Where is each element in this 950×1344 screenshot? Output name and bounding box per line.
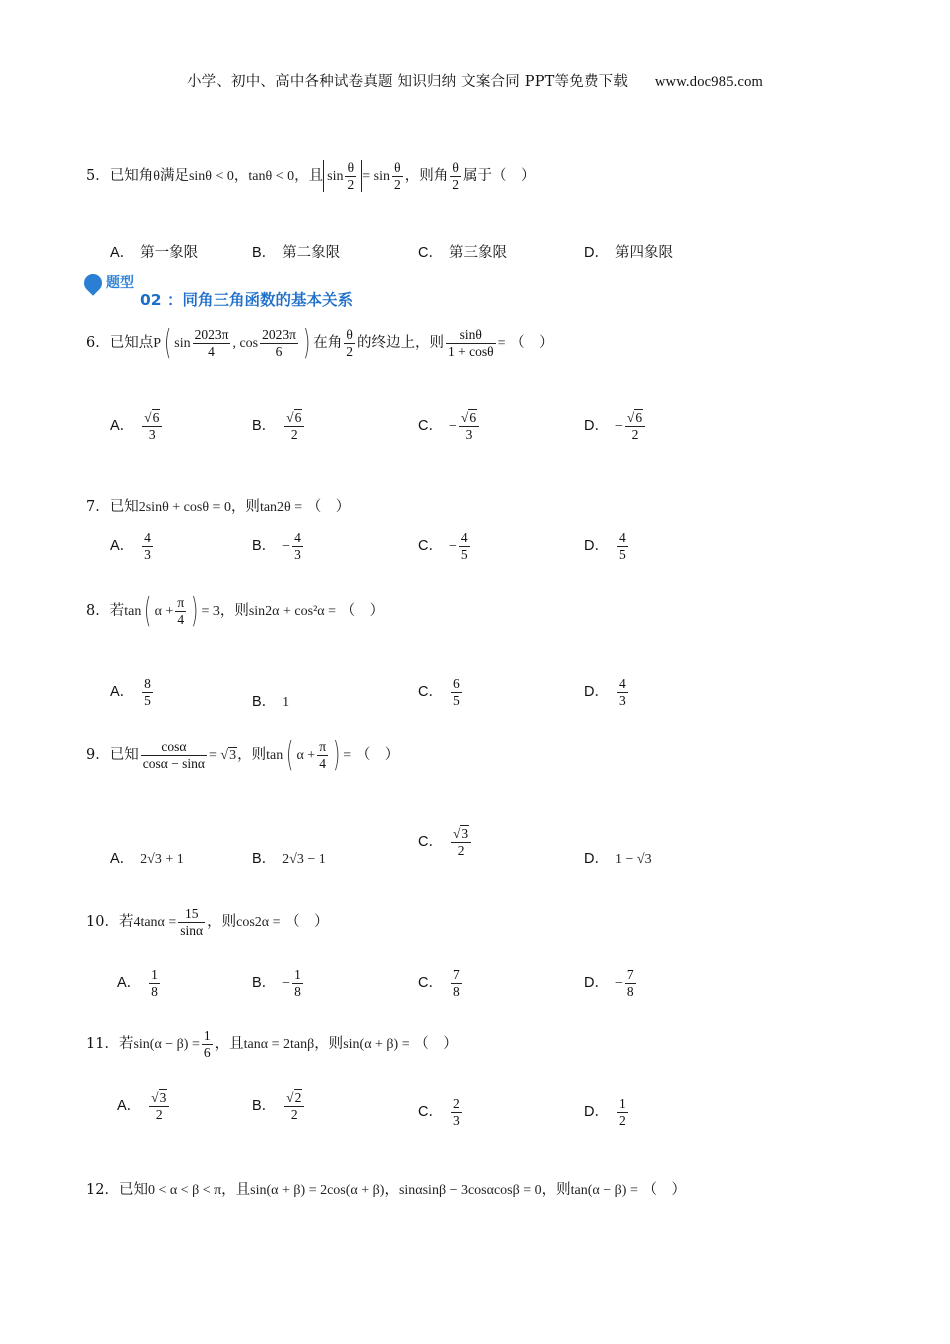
q9-option-c[interactable]: C． $\frac{√3}{2}$	[418, 826, 473, 858]
q5-option-c[interactable]: C． 第三象限	[418, 245, 507, 261]
section-tag: 题型	[106, 275, 134, 291]
q5-option-d[interactable]: D． 第四象限	[584, 245, 673, 261]
q7-option-b[interactable]: B． − $\frac{4}{3}$	[252, 530, 301, 562]
q10-option-b[interactable]: B． − $\frac{1}{8}$	[252, 967, 301, 999]
question-8: 8．若tan( α + $\frac{\pi}{4}$ ) = 3，则sin2α + cos²α = （ ）	[86, 591, 385, 631]
question-10: 10．若4tanα = $\frac{15}{\sin\alpha}$ ，则cos2α = （ ）	[86, 906, 329, 938]
question-9: 9．已知 $\frac{\cos\alpha}{\cos\alpha - \sin\alpha}$ = √3，则tan( α + $\frac{\pi}{4}$ ) = （ ）	[86, 735, 400, 775]
section-title: 02 ：同角三角函数的基本关系	[140, 291, 353, 309]
question-5: 5．已知角θ满足sinθ < 0，tanθ < 0，且 sin $\frac{\theta}{2}$ = sin $\frac{\theta}{2}$ ，则角 $\frac{\theta}{2}$ 属于（ ）	[86, 160, 536, 192]
q7-option-a[interactable]: A． $\frac{4}{3}$	[110, 530, 151, 562]
question-6: 6．已知点P( sin $\frac{2023\pi}{4}$ , cos $\frac{2023\pi}{6}$ ) 在角 $\frac{\theta}{2}$ 的终边上，则 $\frac{\sin\theta}{1 + \cos\theta}$ = （ ）	[86, 323, 554, 363]
q11-option-b[interactable]: B． $\frac{√2}{2}$	[252, 1090, 306, 1122]
q9-option-d[interactable]: D． 1 − √3	[584, 851, 652, 867]
q7-option-c[interactable]: C． − $\frac{4}{5}$	[418, 530, 468, 562]
q11-option-c[interactable]: C． $\frac{2}{3}$	[418, 1096, 460, 1128]
question-7: 7．已知2sinθ + cosθ = 0，则tan2θ = （ ）	[86, 499, 351, 515]
q5-option-a[interactable]: A． 第一象限	[110, 245, 199, 261]
q6-option-a[interactable]: A． $\frac{√6}{3}$	[110, 410, 164, 442]
question-11: 11．若sin(α − β) = $\frac{1}{6}$ ，且tanα = 2tanβ，则sin(α + β) = （ ）	[86, 1028, 458, 1060]
q11-option-d[interactable]: D． $\frac{1}{2}$	[584, 1096, 626, 1128]
q8-option-a[interactable]: A． $\frac{8}{5}$	[110, 676, 151, 708]
q8-option-d[interactable]: D． $\frac{4}{3}$	[584, 676, 626, 708]
q6-option-b[interactable]: B． $\frac{√6}{2}$	[252, 410, 306, 442]
section-header	[84, 270, 504, 310]
q5-option-b[interactable]: B． 第二象限	[252, 245, 341, 261]
q6-option-d[interactable]: D． − $\frac{√6}{2}$	[584, 410, 647, 442]
q10-option-c[interactable]: C． $\frac{7}{8}$	[418, 967, 460, 999]
q10-option-a[interactable]: A． $\frac{1}{8}$	[117, 967, 158, 999]
header-text: 小学、初中、高中各种试卷真题 知识归纳 文案合同 PPT等免费下载	[186, 74, 629, 90]
location-pin-icon	[80, 270, 105, 295]
q8-option-b[interactable]: B． 1	[252, 694, 290, 710]
q7-option-d[interactable]: D． $\frac{4}{5}$	[584, 530, 626, 562]
q9-option-a[interactable]: A． 2√3 + 1	[110, 851, 184, 867]
q8-option-c[interactable]: C． $\frac{6}{5}$	[418, 676, 460, 708]
q9-option-b[interactable]: B． 2√3 − 1	[252, 851, 326, 867]
q10-option-d[interactable]: D． − $\frac{7}{8}$	[584, 967, 634, 999]
question-12: 12．已知0 < α < β < π，且sin(α + β) = 2cos(α + β)，sinαsinβ − 3cosαcosβ = 0，则tan(α − β) = （ ）	[86, 1182, 686, 1198]
q11-option-a[interactable]: A． $\frac{√3}{2}$	[117, 1090, 171, 1122]
q6-option-c[interactable]: C． − $\frac{√6}{3}$	[418, 410, 481, 442]
page-header	[0, 70, 950, 91]
header-url[interactable]: www.doc985.com	[654, 74, 764, 90]
